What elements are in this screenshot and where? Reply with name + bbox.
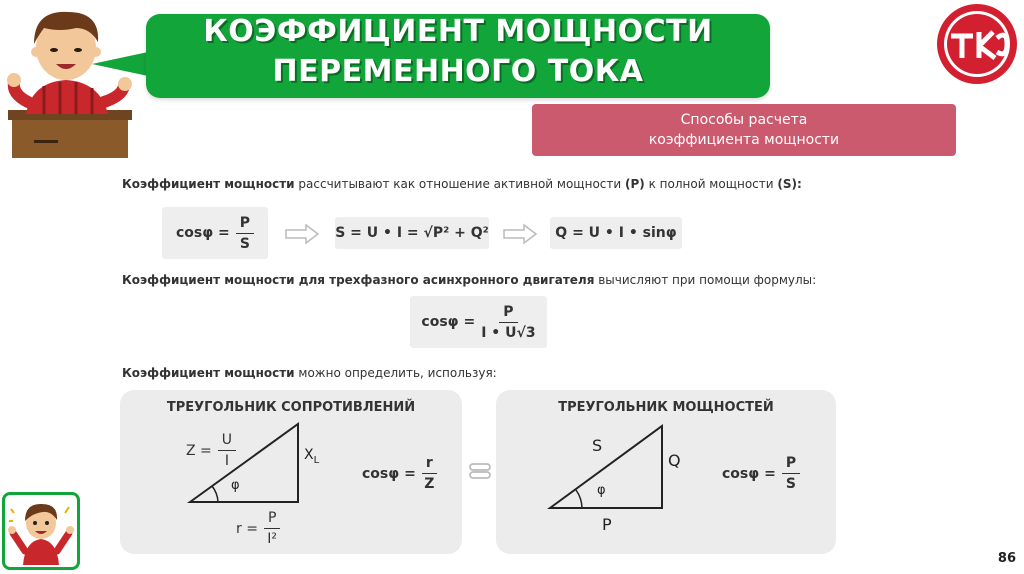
z-denominator: I [224, 453, 229, 469]
formula1-numerator: P [236, 215, 254, 234]
left-cos-fraction [422, 455, 437, 492]
left-cos-lhs: cosφ = [362, 465, 416, 482]
power-triangle-diagram [546, 420, 670, 512]
arrow-right-icon [284, 223, 320, 245]
r-lhs: r = [236, 520, 258, 537]
paragraph-three-phase [122, 273, 816, 287]
arrow-right-icon [502, 223, 538, 245]
z-fraction [218, 432, 236, 469]
impedance-phi-label: φ [231, 478, 240, 493]
college-logo-icon [935, 2, 1019, 86]
link-icon [468, 462, 492, 480]
formula4-lhs: cosφ = [421, 314, 476, 330]
reactance-label [304, 447, 319, 466]
formula4-denominator: I • U√3 [481, 324, 536, 341]
formula3-text: Q = U • I • sinφ [555, 225, 677, 241]
home-character-button[interactable] [2, 492, 80, 570]
r-fraction [264, 510, 280, 547]
para1-bold-2: (Р) [625, 177, 645, 191]
methods-pill-line-1: Способы расчета [680, 112, 808, 128]
r-denominator: I² [267, 531, 278, 547]
right-cos-denominator: S [785, 476, 796, 492]
methods-pill-line-2: коэффициента мощности [648, 132, 840, 148]
para1-bold-1: Коэффициент мощности [122, 177, 295, 191]
power-phi-label: φ [597, 483, 606, 498]
para2-text: вычисляют при помощи формулы: [594, 273, 817, 287]
page-number: 86 [997, 551, 1016, 566]
page-title-line-2: ПЕРЕМЕННОГО ТОКА [272, 54, 644, 89]
reactance-subscript: L [313, 454, 320, 466]
formula4-numerator: P [499, 304, 517, 323]
teacher-character-illustration [4, 2, 134, 158]
impedance-formula [186, 432, 236, 469]
para3-text: можно определить, используя: [294, 366, 497, 380]
paragraph-triangles [122, 366, 497, 380]
formula-three-phase [410, 296, 547, 348]
formula1-denominator: S [239, 235, 250, 252]
para1-text-2: к полной мощности [644, 177, 778, 191]
impedance-cos-formula [362, 455, 437, 492]
formula-apparent-power [335, 217, 489, 249]
right-cos-numerator: P [782, 455, 800, 474]
para1-bold-3: (S): [777, 177, 802, 191]
formula4-fraction [481, 304, 535, 341]
para2-bold: Коэффициент мощности для трехфазного асинхронного двигателя [122, 273, 595, 287]
left-cos-denominator: Z [424, 476, 435, 492]
speech-bubble-tail [92, 52, 148, 76]
resistance-formula [236, 510, 280, 547]
cheering-character-icon [5, 495, 77, 567]
formula-reactive-power [550, 217, 682, 249]
z-lhs: Z = [186, 442, 212, 459]
apparent-power-label: S [592, 436, 603, 455]
formula1-fraction [236, 215, 254, 252]
page-title-line-1: КОЭФФИЦИЕНТ МОЩНОСТИ [203, 14, 713, 49]
formula1-lhs: cosφ = [175, 225, 230, 241]
formula-cos-p-over-s [162, 207, 268, 259]
impedance-triangle-title: ТРЕУГОЛЬНИК СОПРОТИВЛЕНИЙ [166, 400, 416, 415]
formula2-text: S = U • I = √P² + Q² [335, 225, 489, 241]
methods-pill-button[interactable] [532, 104, 956, 156]
right-cos-fraction [782, 455, 800, 492]
power-cos-formula [722, 455, 800, 492]
left-cos-numerator: r [422, 455, 437, 474]
r-numerator: P [264, 510, 280, 529]
reactive-power-label: Q [668, 451, 681, 470]
para3-bold: Коэффициент мощности [122, 366, 295, 380]
para1-text-1: рассчитывают как отношение активной мощности [294, 177, 625, 191]
z-numerator: U [218, 432, 236, 451]
reactance-letter: X [304, 447, 314, 463]
power-triangle-title: ТРЕУГОЛЬНИК МОЩНОСТЕЙ [558, 400, 774, 415]
active-power-label: P [602, 515, 612, 534]
right-cos-lhs: cosφ = [722, 465, 776, 482]
paragraph-definition [122, 177, 802, 191]
